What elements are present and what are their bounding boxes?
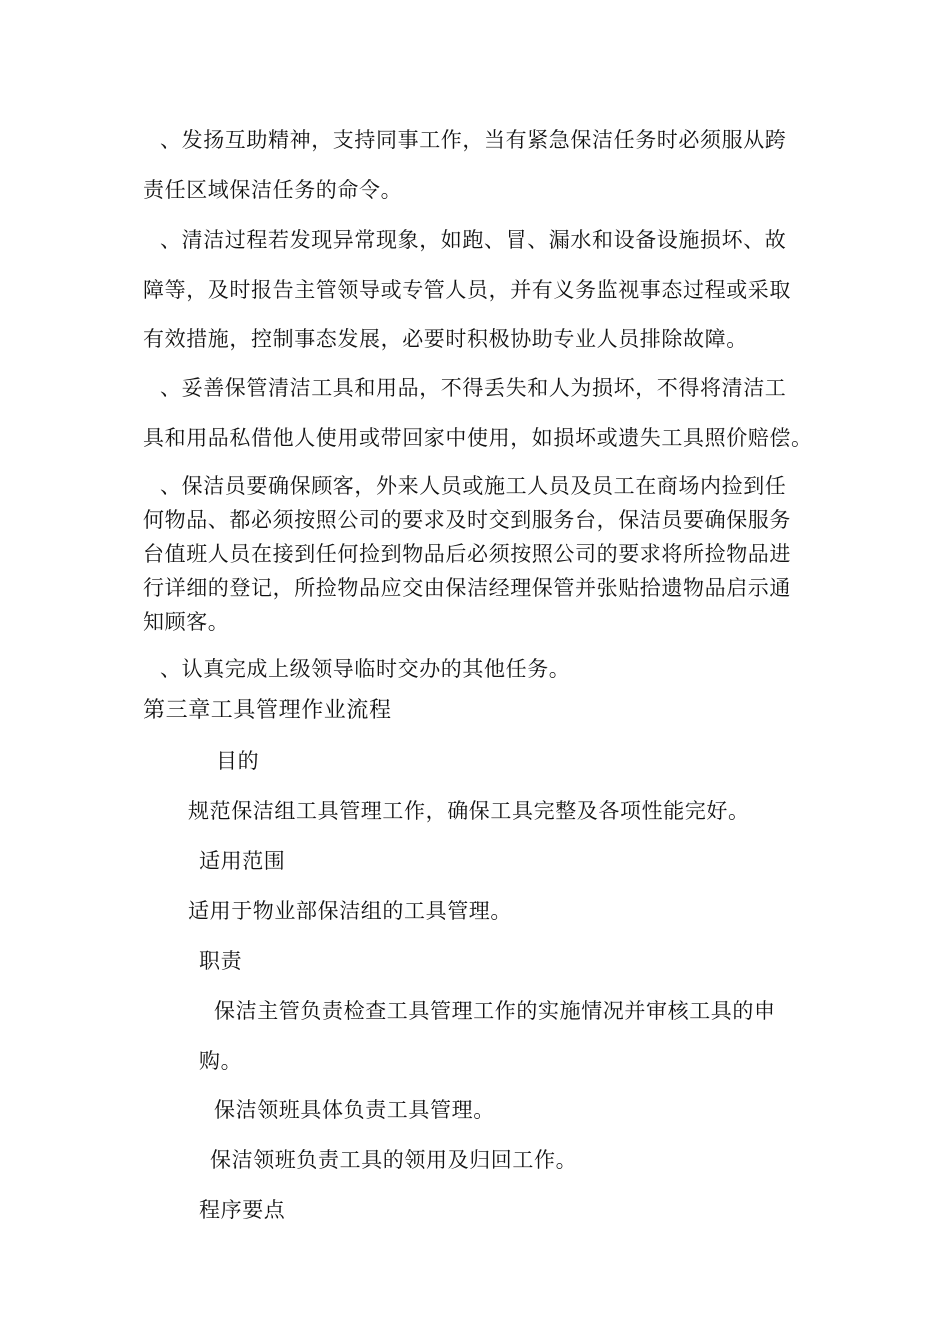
chapter-heading: 第三章工具管理作业流程	[143, 698, 392, 723]
paragraph-line: 具和用品私借他人使用或带回家中使用，如损坏或遗失工具照价赔偿。	[143, 426, 813, 450]
paragraph-line: 规范保洁组工具管理工作，确保工具完整及各项性能完好。	[188, 799, 750, 823]
section-heading: 程序要点	[199, 1198, 286, 1222]
paragraph-line: 、认真完成上级领导临时交办的其他任务。	[160, 657, 571, 681]
paragraph-line: 何物品、都必须按照公司的要求及时交到服务台，保洁员要确保服务	[143, 508, 791, 532]
paragraph-line: 责任区域保洁任务的命令。	[143, 178, 403, 202]
paragraph-line: 行详细的登记，所捡物品应交由保洁经理保管并张贴拾遗物品启示通	[143, 576, 791, 600]
section-heading: 目的	[216, 749, 260, 773]
paragraph-line: 保洁领班具体负责工具管理。	[214, 1098, 495, 1122]
paragraph-line: 知顾客。	[143, 610, 230, 634]
paragraph-line: 、发扬互助精神，支持同事工作，当有紧急保洁任务时必须服从跨	[160, 128, 787, 152]
paragraph-line: 台值班人员在接到任何捡到物品后必须按照公司的要求将所捡物品进	[143, 542, 791, 566]
section-heading: 职责	[199, 949, 243, 973]
paragraph-line: 有效措施，控制事态发展，必要时积极协助专业人员排除故障。	[143, 327, 748, 351]
paragraph-line: 适用于物业部保洁组的工具管理。	[188, 899, 512, 923]
section-heading: 适用范围	[199, 849, 286, 873]
paragraph-line: 购。	[199, 1049, 243, 1073]
paragraph-line: 、妥善保管清洁工具和用品，不得丢失和人为损坏，不得将清洁工	[160, 376, 787, 400]
paragraph-line: 、清洁过程若发现异常现象，如跑、冒、漏水和设备设施损坏、故	[160, 228, 787, 252]
paragraph-line: 保洁领班负责工具的领用及归回工作。	[210, 1148, 578, 1172]
paragraph-line: 障等，及时报告主管领导或专管人员，并有义务监视事态过程或采取	[143, 278, 791, 302]
paragraph-line: 、保洁员要确保顾客，外来人员或施工人员及员工在商场内捡到任	[160, 474, 787, 498]
paragraph-line: 保洁主管负责检查工具管理工作的实施情况并审核工具的申	[214, 999, 776, 1023]
